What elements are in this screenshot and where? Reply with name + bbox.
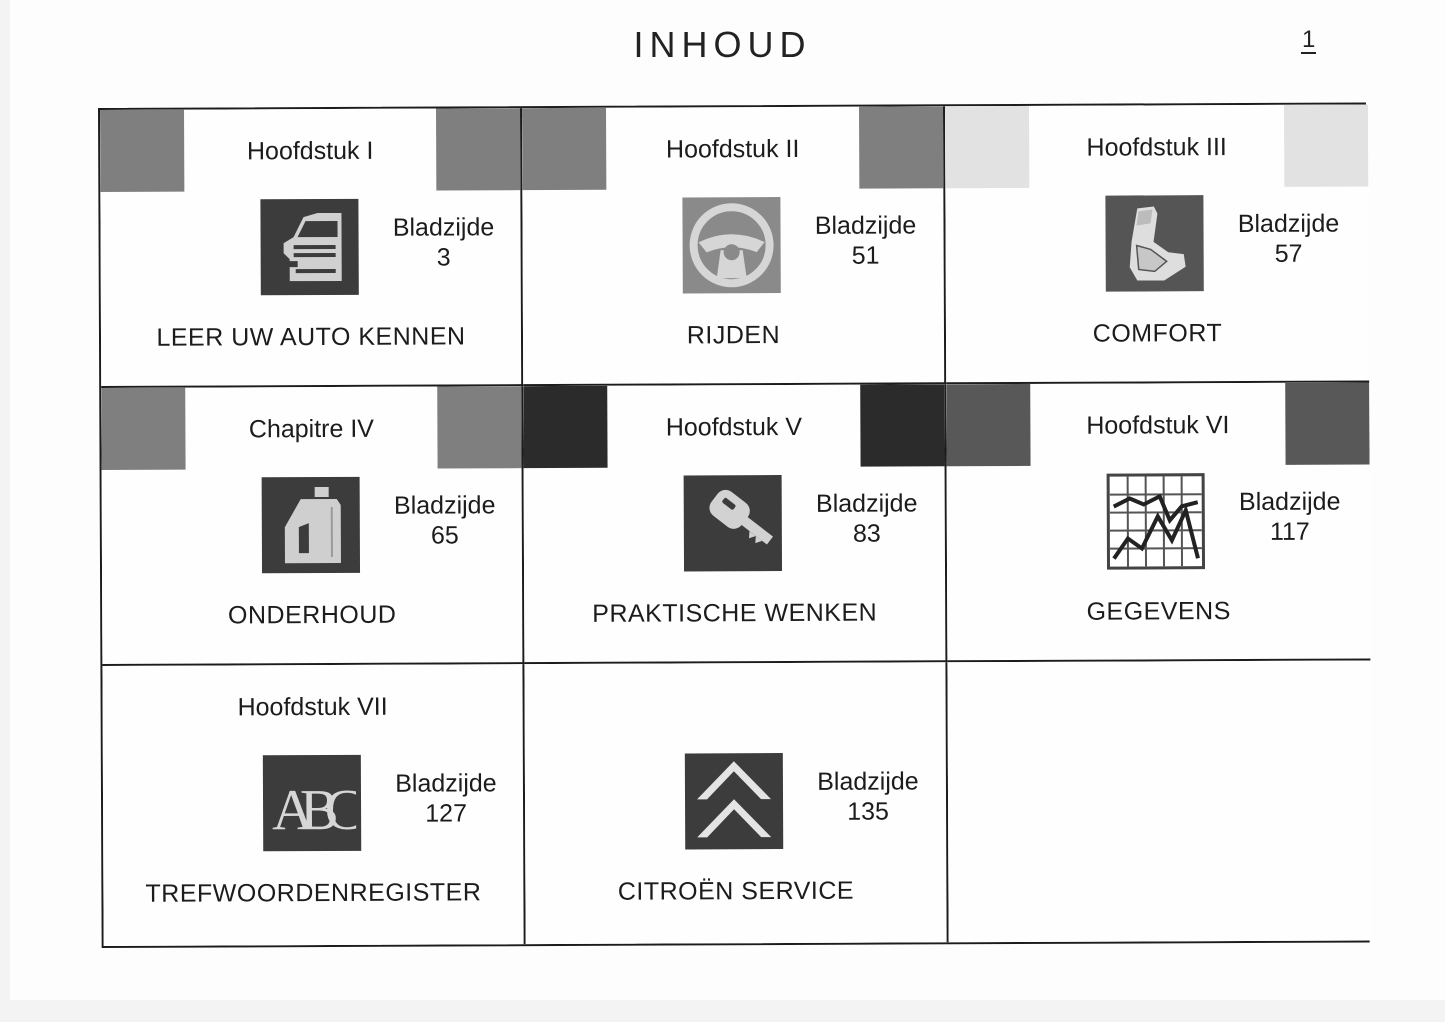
- chapter-cell-1[interactable]: [100, 108, 523, 388]
- chapter-label: Hoofdstuk VI: [1086, 411, 1230, 440]
- page-label: Bladzijde: [815, 489, 918, 518]
- contents-grid: [98, 102, 1370, 948]
- page-label: Bladzijde: [814, 211, 917, 240]
- page-label: Bladzijde: [1237, 209, 1340, 239]
- section-title: GEGEVENS: [1086, 597, 1231, 626]
- section-title: COMFORT: [1092, 319, 1223, 348]
- chapter-label: Hoofdstuk I: [246, 136, 374, 166]
- section-title: ONDERHOUD: [227, 600, 397, 630]
- chapter-cell-7[interactable]: [102, 664, 525, 946]
- section-title: RIJDEN: [686, 321, 781, 350]
- page-label: Bladzijde: [395, 769, 497, 798]
- page-reference: [800, 210, 930, 271]
- section-title: TREFWOORDENREGISTER: [145, 878, 482, 908]
- page-label: Bladzijde: [1238, 487, 1341, 517]
- page-value: 65: [430, 521, 459, 550]
- chapter-cell-2[interactable]: [522, 106, 946, 386]
- page-number: 1: [1302, 26, 1316, 53]
- page-value: 3: [436, 243, 451, 272]
- citroen-chevrons-icon: [685, 753, 783, 849]
- abc-icon: [263, 755, 361, 851]
- graph-icon: [1107, 473, 1205, 569]
- chapter-cell-4[interactable]: [101, 386, 524, 666]
- chapter-label: Hoofdstuk V: [665, 412, 803, 442]
- page-value: 127: [425, 799, 468, 828]
- chapter-label: Hoofdstuk II: [665, 134, 800, 164]
- steering-wheel-icon: [682, 197, 780, 293]
- page-value: 117: [1269, 517, 1310, 546]
- page-value: 83: [852, 519, 881, 548]
- empty-cell: [947, 660, 1371, 942]
- page-reference: [378, 212, 508, 273]
- oil-can-icon: [262, 477, 360, 573]
- chapter-label: Hoofdstuk III: [1086, 133, 1227, 162]
- chapter-cell-6[interactable]: [946, 382, 1370, 662]
- section-title: LEER UW AUTO KENNEN: [156, 322, 466, 352]
- page-reference: [1225, 487, 1355, 548]
- page-label: Bladzijde: [392, 213, 495, 242]
- page-title: INHOUD: [633, 24, 812, 65]
- svg-text:ABC: ABC: [271, 776, 350, 843]
- page-reference: [802, 488, 932, 549]
- chapter-label: Chapitre IV: [248, 414, 374, 444]
- page-value: 135: [847, 797, 889, 826]
- page-reference: [380, 490, 510, 551]
- key-icon: [684, 475, 782, 571]
- chapter-cell-5[interactable]: [523, 384, 947, 664]
- section-title: CITROËN SERVICE: [617, 876, 855, 906]
- section-title: PRAKTISCHE WENKEN: [592, 598, 878, 628]
- chapter-cell-8[interactable]: [524, 662, 948, 944]
- page-label: Bladzijde: [393, 491, 496, 520]
- chapter-label: Hoofdstuk VII: [237, 692, 388, 722]
- page-reference: [803, 766, 933, 827]
- page-reference: [1223, 209, 1353, 270]
- page-value: 51: [851, 241, 880, 270]
- chapter-cell-3[interactable]: [945, 104, 1369, 384]
- car-front-icon: [260, 199, 358, 295]
- seat-icon: [1105, 195, 1203, 291]
- page-label: Bladzijde: [817, 767, 919, 796]
- page-reference: [381, 768, 511, 829]
- page-value: 57: [1274, 239, 1303, 268]
